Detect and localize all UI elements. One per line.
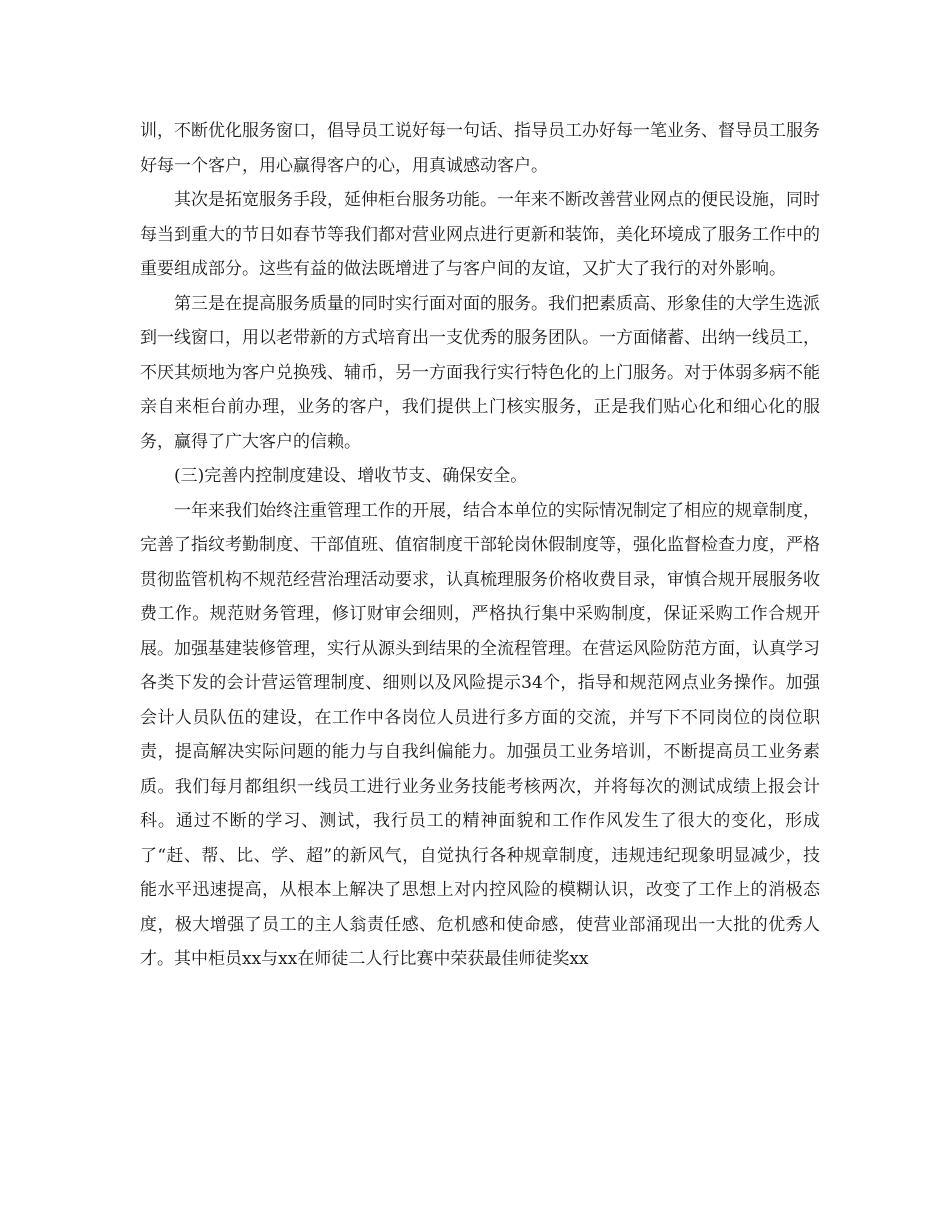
section-heading-internal-control: (三)完善内控制度建设、增收节支、确保安全。 (174, 466, 528, 486)
paragraph-face-to-face-service: 第三是在提高服务质量的同时实行面对面的服务。我们把素质高、形象佳的大学生选派到一线窗口，用以老带新的方式培育出一支优秀的服务团队。一方面储蓄、出纳一线员工，不厌其烦地为客户兑换残、辅币，另一方面我行实行特色化的上门服务。对于体弱多病不能亲自来柜台前办理，业务的客户，我们提供上门核实服务，正是我们贴心化和细心化的服务，赢得了广大客户的信赖。 (140, 293, 820, 452)
paragraph-management-work: 一年来我们始终注重管理工作的开展，结合本单位的实际情况制定了相应的规章制度，完善了指纹考勤制度、干部值班、值宿制度干部轮岗休假制度等，强化监督检查力度，严格贯彻监管机构不规范经营治理活动要求，认真梳理服务价格收费目录，审慎合规开展服务收费工作。规范财务管理，修订财审会细则，严格执行集中采购制度，保证采购工作合规开展。加强基建装修管理，实行从源头到结果的全流程管理。在营运风险防范方面，认真学习各类下发的会计营运管理制度、细则以及风险提示34个，指导和规范网点业务操作。加强会计人员队伍的建设，在工作中各岗位人员进行多方面的交流，并写下不同岗位的岗位职责，提高解决实际问题的能力与自我纠偏能力。加强员工业务培训，不断提高员工业务素质。我们每月都组织一线员工进行业务业务技能考核两次，并将每次的测试成绩上报会计科。通过不断的学习、测试，我行员工的精神面貌和工作作风发生了很大的变化，形成了“赶、帮、比、学、超”的新风气，自觉执行各种规章制度，违规违纪现象明显减少，技能水平迅速提高，从根本上解决了思想上对内控风险的模糊认识，改变了工作上的消极态度，极大增强了员工的主人翁责任感、危机感和使命感，使营业部涌现出一大批的优秀人才。其中柜员xx与xx在师徒二人行比赛中荣获最佳师徒奖xx (140, 500, 820, 969)
document-body (140, 114, 820, 977)
paragraph-counter-service-expansion: 其次是拓宽服务手段，延伸柜台服务功能。一年来不断改善营业网点的便民设施，同时每当到重大的节日如春节等我们都对营业网点进行更新和装饰，美化环境成了服务工作中的重要组成部分。这些有益的做法既增进了与客户间的友谊，又扩大了我行的对外影响。 (140, 190, 820, 279)
paragraph-service-window-continuation: 训，不断优化服务窗口，倡导员工说好每一句话、指导员工办好每一笔业务、督导员工服务好每一个客户，用心赢得客户的心，用真诚感动客户。 (140, 121, 820, 176)
